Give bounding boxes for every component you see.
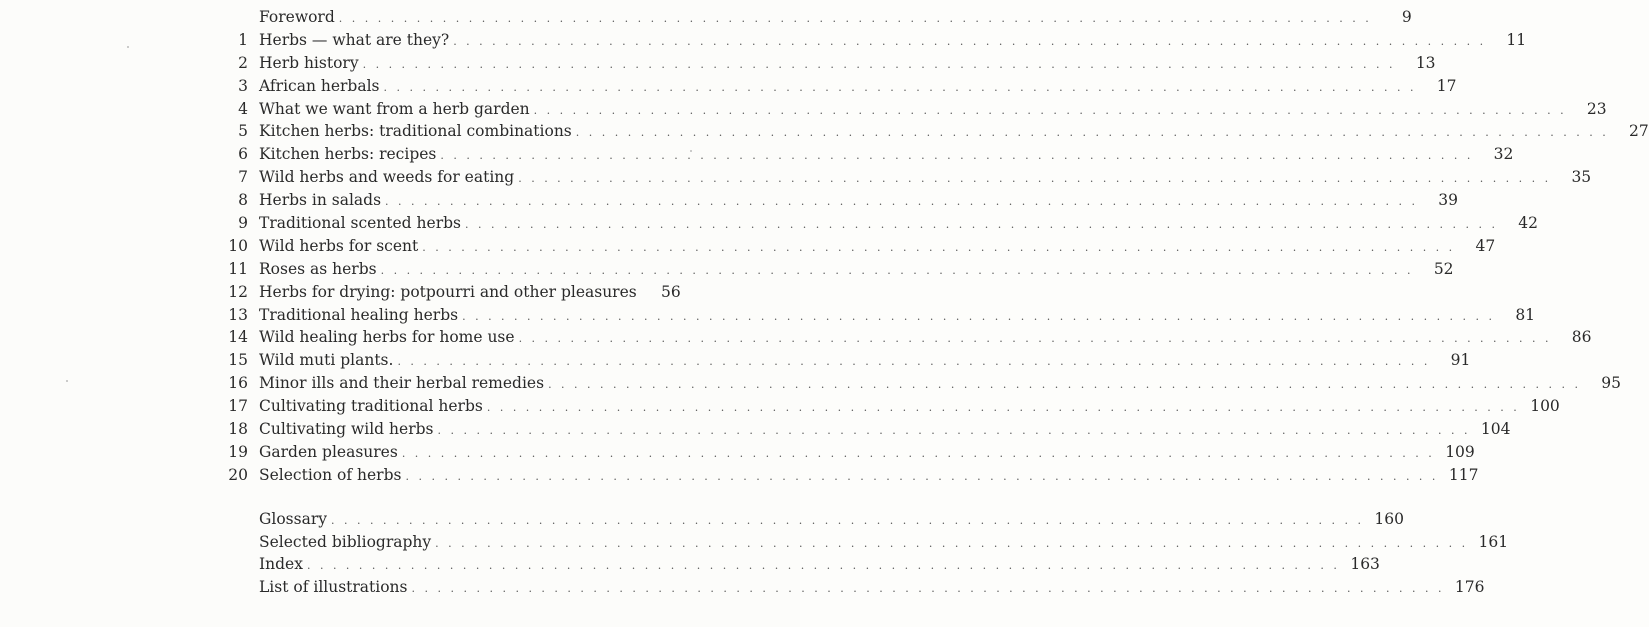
entry-line <box>259 235 1496 260</box>
page-number: 160 <box>1374 509 1404 528</box>
toc-entry[interactable] <box>222 166 1592 189</box>
dot-leader: . . . . . . . . . . . . . . . . . . . . . . . . . . . . . . . . . . . . . . . . . . . . . . . . . . . . . . . . . . . . . . . . . . . . . . . . . . . . . . . . <box>401 446 1435 460</box>
entry-line <box>259 143 1514 168</box>
dot-leader: . . . . . . . . . . . . . . . . . . . . . . . . . . . . . . . . . . . . . . . . . . . . . . . . . . . . . . . . . . . . . . . . . . . . . . . . . . . . . . . . <box>462 309 1496 323</box>
toc-entry[interactable] <box>222 281 681 304</box>
page-number: 176 <box>1454 578 1485 597</box>
page-number: 117 <box>1448 465 1479 484</box>
toc-entry[interactable] <box>222 29 1527 52</box>
front-matter-list <box>222 6 1412 29</box>
chapter-number: 14 <box>228 328 248 347</box>
entry-line <box>259 418 1511 443</box>
dot-leader: . . . . . . . . . . . . . . . . . . . . . . . . . . . . . . . . . . . . . . . . . . . . . . . . . . . . . . . . . . . . . . . . . . . . . . . . . . . . . . . . <box>362 57 1396 71</box>
page-number: 109 <box>1445 442 1475 461</box>
dot-leader: . . . . . . . . . . . . . . . . . . . . . . . . . . . . . . . . . . . . . . . . . . . . . . . . . . . . . . . . . . . . . . . . . . . . . . . . . . . . . . . . <box>518 332 1552 346</box>
page-number: 23 <box>1586 99 1607 118</box>
toc-entry[interactable] <box>222 372 1622 395</box>
entry-title: Selected bibliography <box>259 531 435 554</box>
chapter-number: 10 <box>228 236 248 255</box>
dot-leader: . . . . . . . . . . . . . . . . . . . . . . . . . . . . . . . . . . . . . . . . . . . . . . . . . . . . . . . . . . . . . . . . . . . . . . . . . . . . . . . . <box>435 536 1469 550</box>
entry-line <box>259 326 1592 351</box>
dot-leader: . . . . . . . . . . . . . . . . . . . . . . . . . . . . . . . . . . . . . . . . . . . . . . . . . . . . . . . . . . . . . . . . . . . . . . . . . . . . . . . . <box>437 424 1471 438</box>
entry-title: Garden pleasures <box>259 441 402 464</box>
entry-line <box>259 464 1479 489</box>
scan-speck <box>127 46 129 48</box>
toc-entry[interactable] <box>222 508 1404 531</box>
entry-line <box>259 304 1536 329</box>
entry-title: Glossary <box>259 508 331 531</box>
entry-line <box>259 281 681 306</box>
toc-entry[interactable] <box>222 349 1471 372</box>
entry-title: Cultivating wild herbs <box>259 418 437 441</box>
dot-leader: . . . . . . . . . . . . . . . . . . . . . . . . . . . . . . . . . . . . . . . . . . . . . . . . . . . . . . . . . . . . . . . . . . . . . . . . . . . . . . . . <box>575 126 1609 140</box>
chapter-number: 20 <box>228 465 248 484</box>
toc-entry[interactable] <box>222 553 1380 576</box>
page-number: 95 <box>1601 374 1622 393</box>
chapter-number: 1 <box>238 30 248 49</box>
dot-leader: . . . . . . . . . . . . . . . . . . . . . . . . . . . . . . . . . . . . . . . . . . . . . . . . . . . . . . . . . . . . . . . . . . . . . . . . . . . . . . . . <box>397 355 1431 369</box>
dot-leader: . . . . . . . . . . . . . . . . . . . . . . . . . . . . . . . . . . . . . . . . . . . . . . . . . . . . . . . . . . . . . . . . . . . . . . . . . . . . . . . . <box>306 559 1340 573</box>
toc-entry[interactable] <box>222 441 1475 464</box>
entry-line <box>259 553 1380 578</box>
dot-leader: . . . . . . . . . . . . . . . . . . . . . . . . . . . . . . . . . . . . . . . . . . . . . . . . . . . . . . . . . . . . . . . . . . . . . . . . . . . . . . . . <box>383 80 1417 94</box>
page-number: 104 <box>1480 420 1511 439</box>
entry-title: Index <box>259 553 307 576</box>
toc-entry[interactable] <box>222 576 1485 599</box>
entry-line <box>259 120 1649 145</box>
chapter-number: 3 <box>238 76 248 95</box>
page-number: 11 <box>1506 30 1527 49</box>
entry-line <box>259 372 1622 397</box>
chapter-number: 12 <box>228 282 248 301</box>
entry-line <box>259 75 1457 100</box>
dot-leader: . . . . . . . . . . . . . . . . . . . . . . . . . . . . . . . . . . . . . . . . . . . . . . . . . . . . . . . . . . . . . . . . . . . . . . . . . . . . . . . . <box>486 401 1520 415</box>
page-number: 42 <box>1518 214 1538 233</box>
toc-entry[interactable] <box>222 418 1511 441</box>
toc-entry[interactable] <box>222 235 1496 258</box>
entry-line <box>259 212 1538 237</box>
toc-entry[interactable] <box>222 212 1538 235</box>
dot-leader: . . . . . . . . . . . . . . . . . . . . . . . . . . . . . . . . . . . . . . . . . . . . . . . . . . . . . . . . . . . . . . . . . . . . . . . . . . . . . . . . <box>440 149 1474 163</box>
chapter-number: 2 <box>238 53 248 72</box>
chapter-number: 19 <box>228 442 248 461</box>
entry-title: Kitchen herbs: traditional combinations <box>259 120 576 143</box>
chapter-number: 4 <box>238 99 248 118</box>
dot-leader: . . . . . . . . . . . . . . . . . . . . . . . . . . . . . . . . . . . . . . . . . . . . . . . . . . . . . . . . . . . . . . . . . . . . . . . . . . . . . . . . <box>422 240 1456 254</box>
page-number: 86 <box>1571 328 1592 347</box>
page-number: 47 <box>1475 236 1496 255</box>
section-gap <box>222 487 666 508</box>
entry-title: Minor ills and their herbal remedies <box>259 372 548 395</box>
entry-line <box>259 531 1509 556</box>
toc-entry[interactable] <box>222 326 1592 349</box>
entry-title: Cultivating traditional herbs <box>259 395 487 418</box>
entry-title: Wild muti plants. <box>259 349 397 372</box>
page-number: 91 <box>1450 351 1471 370</box>
chapter-number: 17 <box>228 397 248 416</box>
chapter-number: 8 <box>238 191 248 210</box>
toc-entry[interactable] <box>222 304 1536 327</box>
entry-line <box>259 98 1607 123</box>
chapter-number: 9 <box>238 214 248 233</box>
entry-line <box>259 189 1459 214</box>
dot-leader: . . . . . . . . . . . . . . . . . . . . . . . . . . . . . . . . . . . . . . . . . . . . . . . . . . . . . . . . . . . . . . . . . . . . . . . . . . . . . . . . <box>380 263 1414 277</box>
entry-title: African herbals <box>259 75 384 98</box>
entry-title: Herb history <box>259 52 363 75</box>
entry-title: Wild herbs for scent <box>259 235 422 258</box>
page-number: 17 <box>1436 76 1457 95</box>
dot-leader: . . . . . . . . . . . . . . . . . . . . . . . . . . . . . . . . . . . . . . . . . . . . . . . . . . . . . . . . . . . . . . . . . . . . . . . . . . . . . . . . <box>453 34 1487 48</box>
chapter-number: 5 <box>238 122 248 141</box>
chapter-number: 16 <box>228 374 248 393</box>
entry-line <box>259 166 1592 191</box>
dot-leader: . . . . . . . . . . . . . . . . . . . . . . . . . . . . . . . . . . . . . . . . . . . . . . . . . . . . . . . . . . . . . . . . . . . . . . . . . . . . . . . . <box>548 378 1582 392</box>
page-number: 56 <box>661 282 681 301</box>
entry-title: Wild healing herbs for home use <box>259 326 519 349</box>
entry-title: Traditional healing herbs <box>259 304 462 327</box>
entry-title: Herbs for drying: potpourri and other pleasures <box>259 281 641 304</box>
dot-leader: . . . . . . . . . . . . . . . . . . . . . . . . . . . . . . . . . . . . . . . . . . . . . . . . . . . . . . . . . . . . . . . . . . . . . . . . . . . . . . . . <box>338 12 1372 25</box>
entry-line <box>259 441 1475 466</box>
toc-entry[interactable] <box>222 52 1436 75</box>
entry-title: Kitchen herbs: recipes <box>259 143 440 166</box>
entry-title: What we want from a herb garden <box>259 98 534 121</box>
page-number: 35 <box>1571 168 1592 187</box>
toc-entry[interactable] <box>222 120 1649 143</box>
entry-title: Foreword <box>259 6 339 29</box>
chapter-number: 11 <box>228 259 248 278</box>
page-number: 52 <box>1433 259 1454 278</box>
toc-entry[interactable] <box>222 258 1454 281</box>
toc-entry[interactable] <box>222 98 1607 121</box>
dot-leader: . . . . . . . . . . . . . . . . . . . . . . . . . . . . . . . . . . . . . . . . . . . . . . . . . . . . . . . . . . . . . . . . . . . . . . . . . . . . . . . . <box>533 103 1567 117</box>
toc-entry[interactable] <box>222 464 1479 487</box>
entry-title: Traditional scented herbs <box>259 212 465 235</box>
toc-entry[interactable] <box>222 531 1509 554</box>
page-number: 9 <box>1401 8 1412 26</box>
chapter-number: 7 <box>238 168 248 187</box>
scan-speck <box>66 380 68 382</box>
toc-entry[interactable] <box>222 75 1457 98</box>
entry-line <box>259 52 1436 77</box>
dot-leader: . . . . . . . . . . . . . . . . . . . . . . . . . . . . . . . . . . . . . . . . . . . . . . . . . . . . . . . . . . . . . . . . . . . . . . . . . . . . . . . . <box>331 513 1364 527</box>
toc-entry[interactable] <box>222 6 1412 29</box>
entry-line <box>259 576 1485 601</box>
toc-entry[interactable] <box>222 143 1514 166</box>
entry-line <box>259 29 1527 54</box>
dot-leader: . . . . . . . . . . . . . . . . . . . . . . . . . . . . . . . . . . . . . . . . . . . . . . . . . . . . . . . . . . . . . . . . . . . . . . . . . . . . . . . . <box>518 172 1552 186</box>
chapter-list <box>222 29 1649 487</box>
entry-title: Roses as herbs <box>259 258 381 281</box>
toc-entry[interactable] <box>222 395 1560 418</box>
page-number: 81 <box>1515 305 1536 324</box>
chapter-number: 6 <box>238 145 248 164</box>
page-number: 32 <box>1493 145 1514 164</box>
entry-title: Herbs in salads <box>259 189 385 212</box>
dot-leader: . . . . . . . . . . . . . . . . . . . . . . . . . . . . . . . . . . . . . . . . . . . . . . . . . . . . . . . . . . . . . . . . . . . . . . . . . . . . . . . . <box>405 469 1439 483</box>
entry-title: Selection of herbs <box>259 464 405 487</box>
page-number: 161 <box>1478 532 1509 551</box>
toc-entry[interactable] <box>222 189 1459 212</box>
page-number: 27 <box>1629 122 1649 141</box>
page-number: 100 <box>1530 397 1560 416</box>
chapter-number: 18 <box>228 420 248 439</box>
entry-line <box>259 395 1560 420</box>
entry-line <box>259 508 1404 533</box>
page-number: 13 <box>1415 53 1436 72</box>
chapter-number: 15 <box>228 351 248 370</box>
page-number: 39 <box>1438 191 1459 210</box>
entry-line <box>259 6 1412 31</box>
dot-leader: . . . . . . . . . . . . . . . . . . . . . . . . . . . . . . . . . . . . . . . . . . . . . . . . . . . . . . . . . . . . . . . . . . . . . . . . . . . . . . . . <box>411 582 1445 596</box>
entry-line <box>259 349 1471 374</box>
entry-title: Wild herbs and weeds for eating <box>259 166 518 189</box>
dot-leader: . . . . . . . . . . . . . . . . . . . . . . . . . . . . . . . . . . . . . . . . . . . . . . . . . . . . . . . . . . . . . . . . . . . . . . . . . . . . . . . . <box>385 195 1419 209</box>
dot-leader: . . . . . . . . . . . . . . . . . . . . . . . . . . . . . . . . . . . . . . . . . . . . . . . . . . . . . . . . . . . . . . . . . . . . . . . . . . . . . . . . <box>464 218 1498 232</box>
back-matter-list <box>222 508 1509 600</box>
entry-line <box>259 258 1454 283</box>
table-of-contents <box>222 6 1649 599</box>
page-number: 163 <box>1350 555 1380 574</box>
entry-title: Herbs — what are they? <box>259 29 453 52</box>
entry-title: List of illustrations <box>259 576 412 599</box>
chapter-number: 13 <box>228 305 248 324</box>
